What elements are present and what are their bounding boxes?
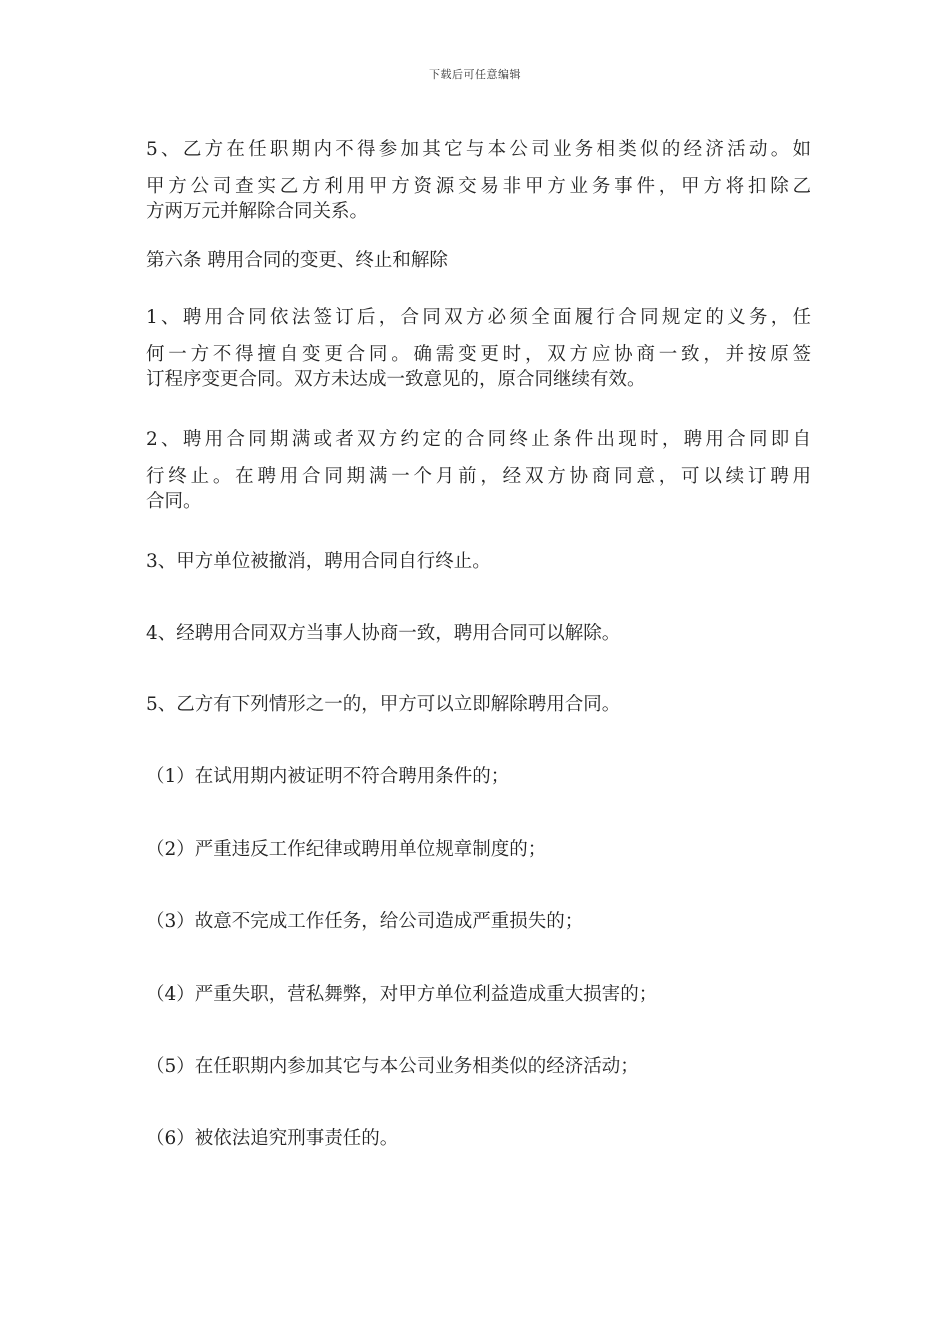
paragraph-line: 甲方公司查实乙方利用甲方资源交易非甲方业务事件，甲方将扣除乙 — [146, 176, 811, 197]
list-item: （2）严重违反工作纪律或聘用单位规章制度的； — [146, 839, 547, 860]
paragraph-line: 2、聘用合同期满或者双方约定的合同终止条件出现时，聘用合同即自 — [146, 429, 811, 450]
paragraph-line: 合同。 — [146, 491, 202, 512]
paragraph-line: 1、聘用合同依法签订后，合同双方必须全面履行合同规定的义务，任 — [146, 307, 811, 328]
page-header: 下载后可任意编辑 — [429, 68, 521, 81]
list-item: （6）被依法追究刑事责任的。 — [146, 1128, 399, 1149]
list-item: （5）在任职期内参加其它与本公司业务相类似的经济活动； — [146, 1056, 639, 1077]
list-item: 5、乙方有下列情形之一的，甲方可以立即解除聘用合同。 — [146, 694, 621, 715]
list-item: （3）故意不完成工作任务，给公司造成严重损失的； — [146, 911, 584, 932]
list-item: 3、甲方单位被撤消，聘用合同自行终止。 — [146, 551, 491, 572]
paragraph-line: 何一方不得擅自变更合同。确需变更时，双方应协商一致，并按原签 — [146, 344, 811, 365]
paragraph-line: 行终止。在聘用合同期满一个月前，经双方协商同意，可以续订聘用 — [146, 466, 811, 487]
section-heading: 第六条 聘用合同的变更、终止和解除 — [146, 250, 448, 271]
list-item: （4）严重失职，营私舞弊，对甲方单位利益造成重大损害的； — [146, 984, 658, 1005]
list-item: 4、经聘用合同双方当事人协商一致，聘用合同可以解除。 — [146, 623, 621, 644]
paragraph-line: 订程序变更合同。双方未达成一致意见的，原合同继续有效。 — [146, 369, 646, 390]
list-item: （1）在试用期内被证明不符合聘用条件的； — [146, 766, 510, 787]
paragraph-line: 方两万元并解除合同关系。 — [146, 201, 369, 222]
paragraph-line: 5、乙方在任职期内不得参加其它与本公司业务相类似的经济活动。如 — [146, 139, 811, 160]
